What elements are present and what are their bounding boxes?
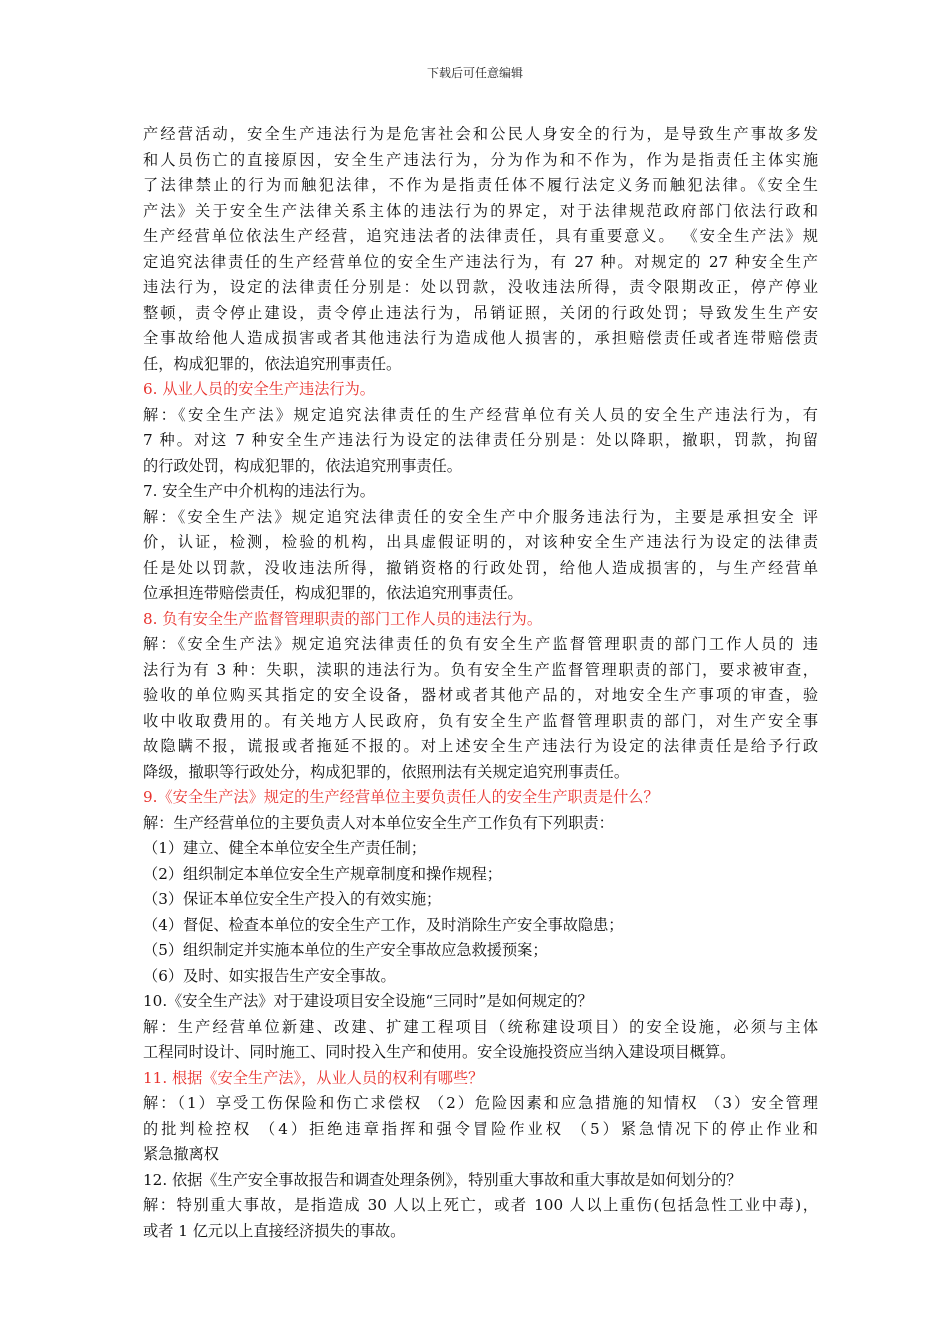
paragraph-line: 解：特别重大事故，是指造成 30 人以上死亡，或者 100 人以上重伤(包括急性工业中毒)， (143, 1196, 818, 1214)
paragraph-line: （4）督促、检查本单位的安全生产工作，及时消除生产安全事故隐患； (143, 915, 624, 934)
paragraph-line: 解：生产经营单位新建、改建、扩建工程项目（统称建设项目）的安全设施，必须与主体 (143, 1017, 818, 1036)
paragraph-line: 违法行为，设定的法律责任分别是：处以罚款，没收违法所得，责令限期改正，停产停业 (143, 278, 818, 296)
paragraph-line: 了法律禁止的行为而触犯法律，不作为是指责任体不履行法定义务而触犯法律。《安全生 (143, 176, 818, 194)
paragraph-line: （2）组织制定本单位安全生产规章制度和操作规程； (143, 864, 502, 883)
paragraph-line: 法行为有 3 种：失职，渎职的违法行为。负有安全生产监督管理职责的部门，要求被审查， (143, 660, 818, 679)
paragraph-line: 定追究法律责任的生产经营单位的安全生产违法行为，有 27 种。对规定的 27 种安全生产 (143, 252, 818, 271)
paragraph-line: 7 种。对这 7 种安全生产违法行为设定的法律责任分别是：处以降职，撤职，罚款，拘留 (143, 431, 818, 449)
paragraph-line: 解：《安全生产法》规定追究法律责任的生产经营单位有关人员的安全生产违法行为，有 (143, 405, 818, 424)
section-heading: 10.《安全生产法》对于建设项目安全设施“三同时”是如何规定的？ (143, 992, 593, 1010)
paragraph-line: 紧急撤离权 (143, 1145, 219, 1163)
paragraph-line: 生产经营单位依法生产经营，追究违法者的法律责任，具有重要意义。 《安全生产法》规 (143, 227, 818, 245)
section-heading: 7. 安全生产中介机构的违法行为。 (143, 482, 375, 500)
paragraph-line: 全事故给他人造成损害或者其他违法行为造成他人损害的，承担赔偿责任或者连带赔偿责 (143, 329, 818, 347)
paragraph-line: （1）建立、健全本单位安全生产责任制； (143, 839, 427, 857)
paragraph-line: 位承担连带赔偿责任，构成犯罪的，依法追究刑事责任。 (143, 584, 523, 602)
document-body (143, 122, 818, 1244)
section-heading: 11. 根据《安全生产法》，从业人员的权利有哪些？ (143, 1068, 484, 1087)
paragraph-line: 整顿，责令停止建设，责令停止违法行为，吊销证照，关闭的行政处罚；导致发生生产安 (143, 303, 818, 322)
paragraph-line: 任，构成犯罪的，依法追究刑事责任。 (143, 354, 402, 373)
page-header: 下载后可任意编辑 (426, 66, 523, 80)
section-heading: 8. 负有安全生产监督管理职责的部门工作人员的违法行为。 (143, 609, 543, 628)
paragraph-line: （5）组织制定并实施本单位的生产安全事故应急救援预案； (143, 941, 548, 959)
section-heading: 9.《安全生产法》规定的生产经营单位主要负责任人的安全生产职责是什么？ (143, 788, 659, 806)
paragraph-line: 任是处以罚款，没收违法所得，撤销资格的行政处罚，给他人造成损害的，与生产经营单 (143, 558, 818, 577)
section-heading: 6. 从业人员的安全生产违法行为。 (143, 380, 375, 398)
paragraph-line: 解：《安全生产法》规定追究法律责任的负有安全生产监督管理职责的部门工作人员的 违 (143, 635, 818, 653)
paragraph-line: 验收的单位购买其指定的安全设备，器材或者其他产品的，对地安全生产事项的审查，验 (143, 686, 818, 704)
paragraph-line: 的批判检控权 （4）拒绝违章指挥和强令冒险作业权 （5）紧急情况下的停止作业和 (143, 1119, 818, 1138)
paragraph-line: 降级，撤职等行政处分，构成犯罪的，依照刑法有关规定追究刑事责任。 (143, 762, 629, 781)
paragraph-line: 解：（1）享受工伤保险和伤亡求偿权 （2）危险因素和应急措施的知情权 （3）安全管理 (143, 1094, 818, 1112)
paragraph-line: 的行政处罚，构成犯罪的，依法追究刑事责任。 (143, 456, 462, 475)
paragraph-line: 或者 1 亿元以上直接经济损失的事故。 (143, 1221, 406, 1240)
paragraph-line: （3）保证本单位安全生产投入的有效实施； (143, 890, 442, 908)
paragraph-line: （6）及时、如实报告生产安全事故。 (143, 966, 396, 985)
paragraph-line: 收中收取费用的。有关地方人民政府，负有安全生产监督管理职责的部门，对生产安全事 (143, 711, 818, 730)
paragraph-line: 产法》关于安全生产法律关系主体的违法行为的界定，对于法律规范政府部门依法行政和 (143, 201, 818, 220)
paragraph-line: 故隐瞒不报，谎报或者拖延不报的。对上述安全生产违法行为设定的法律责任是给予行政 (143, 737, 818, 755)
section-heading: 12. 依据《生产安全事故报告和调查处理条例》，特别重大事故和重大事故是如何划分的？ (143, 1170, 742, 1189)
paragraph-line: 价，认证，检测，检验的机构，出具虚假证明的，对该种安全生产违法行为设定的法律责 (143, 533, 818, 551)
paragraph-line: 产经营活动，安全生产违法行为是危害社会和公民人身安全的行为，是导致生产事故多发 (143, 125, 818, 143)
paragraph-line: 解：《安全生产法》规定追究法律责任的安全生产中介服务违法行为，主要是承担安全 评 (143, 507, 818, 526)
paragraph-line: 工程同时设计、同时施工、同时投入生产和使用。安全设施投资应当纳入建设项目概算。 (143, 1043, 736, 1061)
paragraph-line: 和人员伤亡的直接原因，安全生产违法行为，分为作为和不作为，作为是指责任主体实施 (143, 150, 818, 169)
paragraph-line: 解：生产经营单位的主要负责人对本单位安全生产工作负有下列职责： (143, 813, 614, 832)
